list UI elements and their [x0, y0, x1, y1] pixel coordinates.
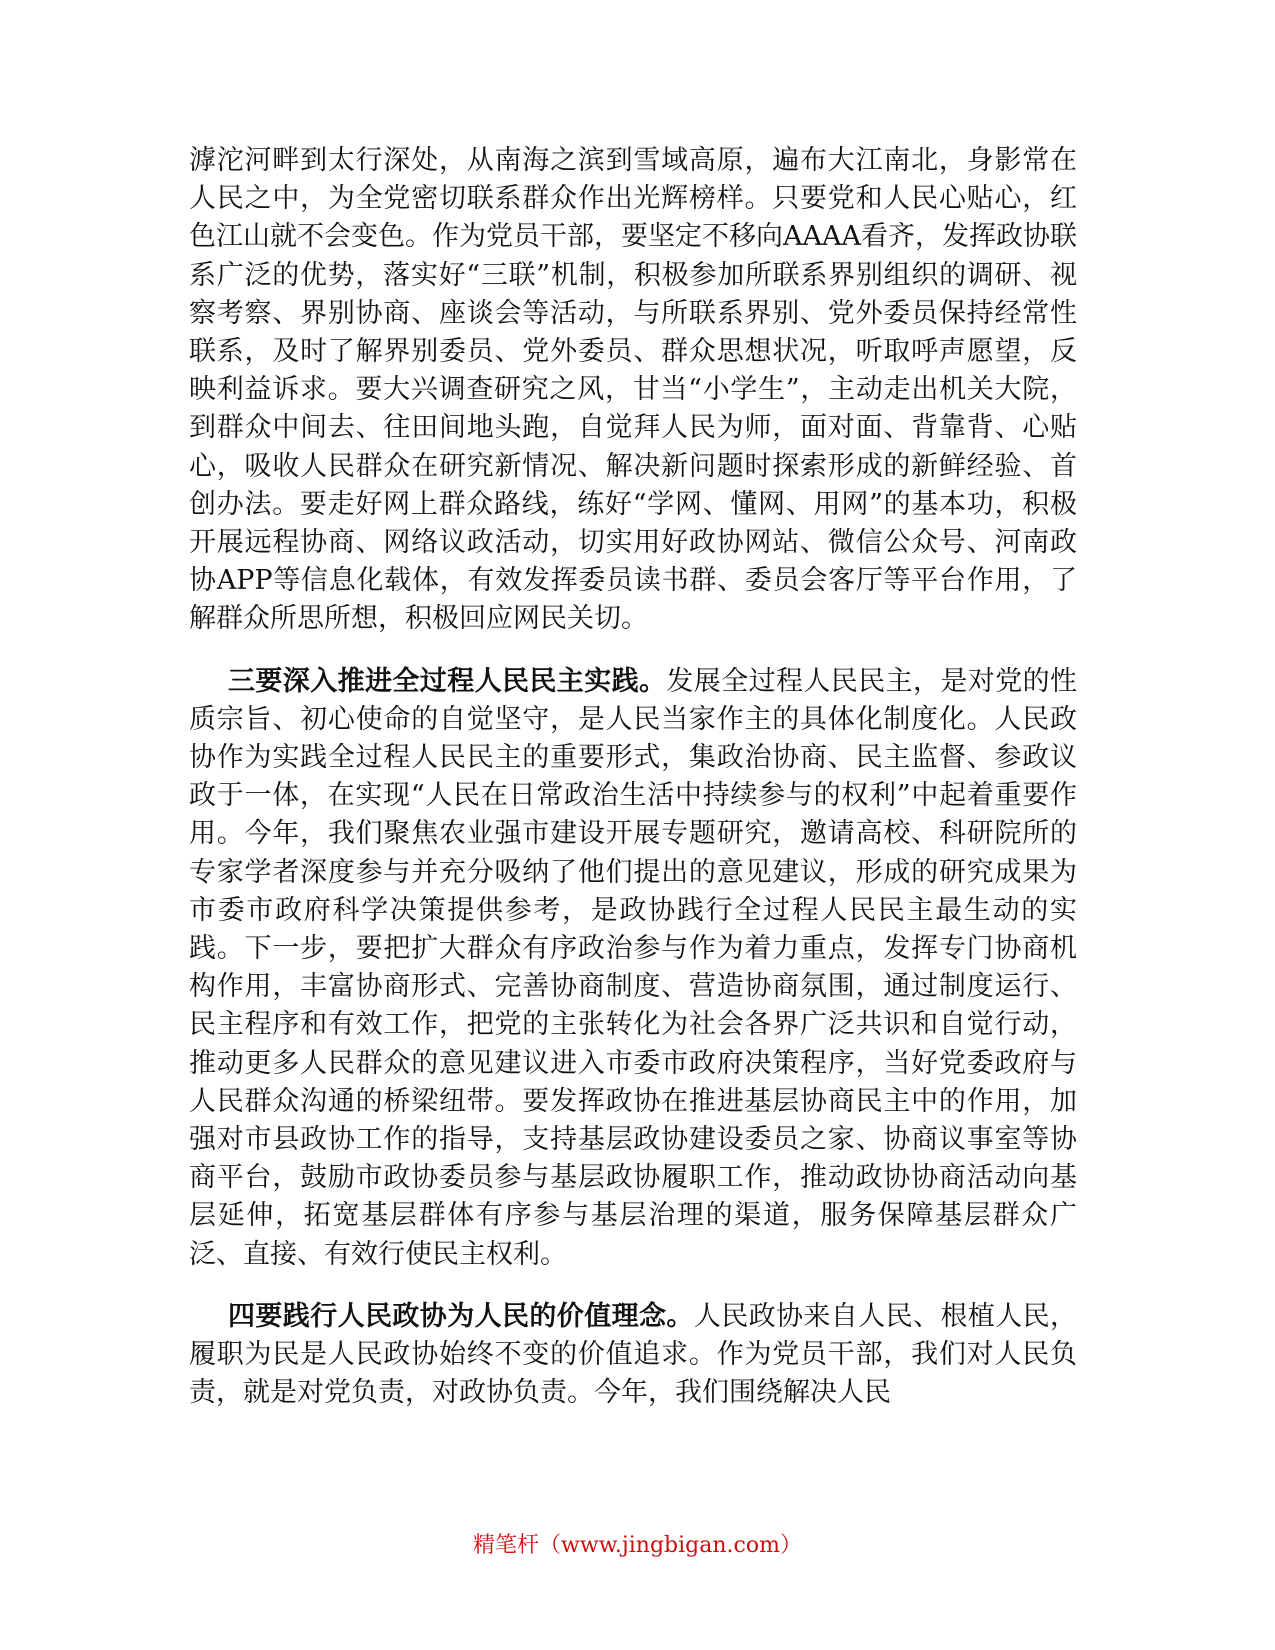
section-heading-four: 四要践行人民政协为人民的价值理念。 [228, 1300, 694, 1332]
document-body [189, 142, 1077, 1413]
paragraph-text: 滹沱河畔到太行深处，从南海之滨到雪域高原，遍布大江南北，身影常在人民之中，为全党密切联系群众作出光辉榜样。只要党和人民心贴心，红色江山就不会变色。作为党员干部，要坚定不移向AAAA看齐，发挥政协联系广泛的优势，落实好“三联”机制，积极参加所联系界别组织的调研、视察考察、界别协商、座谈会等活动，与所联系界别、党外委员保持经常性联系，及时了解界别委员、党外委员、群众思想状况，听取呼声愿望，反映利益诉求。要大兴调查研究之风，甘当“小学生”，主动走出机关大院，到群众中间去、往田间地头跑，自觉拜人民为师，面对面、背靠背、心贴心，吸收人民群众在研究新情况、解决新问题时探索形成的新鲜经验、首创办法。要走好网上群众路线，练好“学网、懂网、用网”的基本功，积极开展远程协商、网络议政活动，切实用好政协网站、微信公众号、河南政协APP等信息化载体，有效发挥委员读书群、委员会客厅等平台作用，了解群众所思所想，积极回应网民关切。 [189, 145, 1077, 635]
paragraph-section-four [189, 1298, 1077, 1413]
paragraph-text: 发展全过程人民民主，是对党的性质宗旨、初心使命的自觉坚守，是人民当家作主的具体化制度化。人民政协作为实践全过程人民民主的重要形式，集政治协商、民主监督、参政议政于一体，在实现“人民在日常政治生活中持续参与的权利”中起着重要作用。今年，我们聚焦农业强市建设开展专题研究，邀请高校、科研院所的专家学者深度参与并充分吸纳了他们提出的意见建议，形成的研究成果为市委市政府科学决策提供参考，是政协践行全过程人民民主最生动的实践。下一步，要把扩大群众有序政治参与作为着力重点，发挥专门协商机构作用，丰富协商形式、完善协商制度、营造协商氛围，通过制度运行、民主程序和有效工作，把党的主张转化为社会各界广泛共识和自觉行动，推动更多人民群众的意见建议进入市委市政府决策程序，当好党委政府与人民群众沟通的桥梁纽带。要发挥政协在推进基层协商民主中的作用，加强对市县政协工作的指导，支持基层政协建设委员之家、协商议事室等协商平台，鼓励市政协委员参与基层政协履职工作，推动政协协商活动向基层延伸，拓宽基层群体有序参与基层治理的渠道，服务保障基层群众广泛、直接、有效行使民主权利。 [189, 665, 1078, 1270]
paragraph-section-three [189, 663, 1077, 1274]
section-heading-three: 三要深入推进全过程人民民主实践。 [228, 665, 667, 697]
paragraph-continuation [189, 142, 1077, 639]
paragraph-text: 人民政协来自人民、根植人民，履职为民是人民政协始终不变的价值追求。作为党员干部，我们对人民负责，就是对党负责，对政协负责。今年，我们围绕解决人民 [189, 1300, 1078, 1409]
footer-watermark: 精笔杆（www.jingbigan.com） [473, 1533, 802, 1558]
